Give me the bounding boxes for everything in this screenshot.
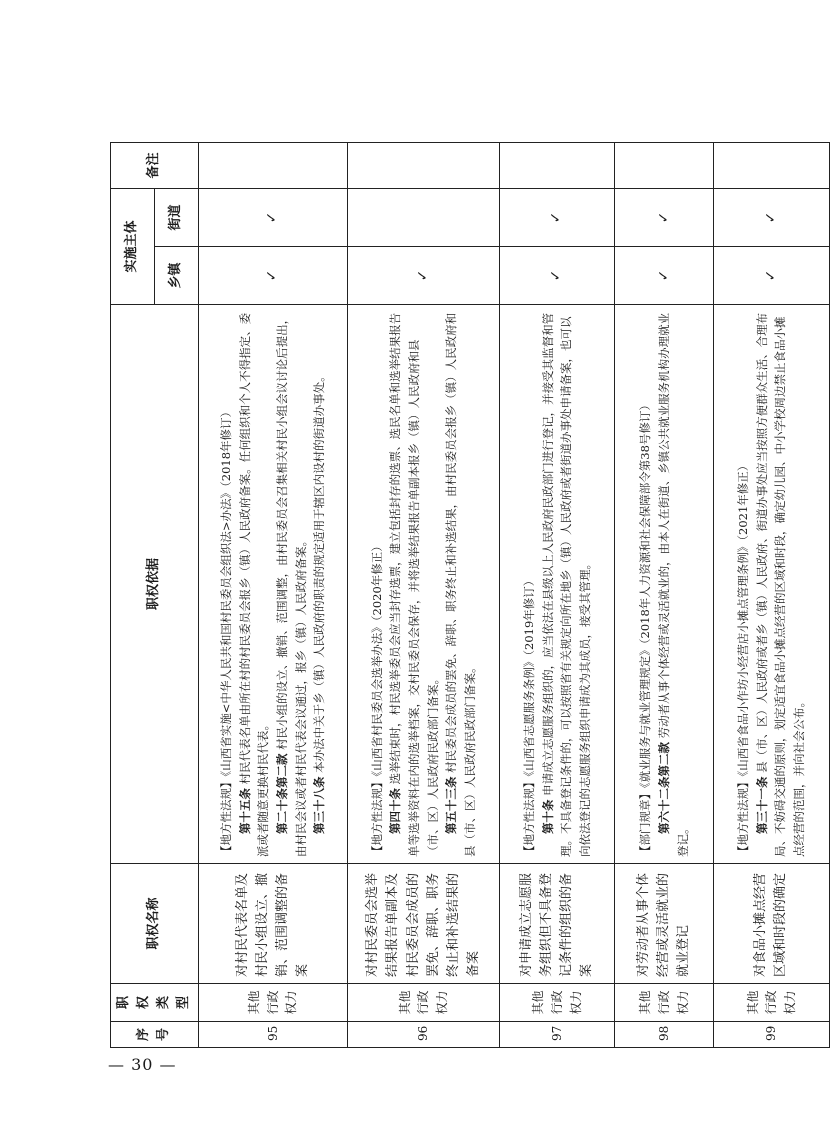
street-check-icon: ✓ <box>615 188 714 246</box>
row-type: 其他行政权力 <box>500 984 615 1022</box>
law-source: 【部门规章】《就业服务与就业管理规定》（2018年人力资源和社会保障部令第38号修订） <box>638 399 653 857</box>
row-type: 其他行政权力 <box>198 984 348 1022</box>
table-row <box>348 142 500 1047</box>
row-seq: 98 <box>615 1022 714 1048</box>
article-text: 村民小组的设立、撤销、范围调整，由村民委员会召集相关村民小组会议讨论后提出，由村民会议或者村民代表会议通过，报乡（镇）人民政府备案。 <box>274 312 308 857</box>
law-source: 【地方性法规】《山西省实施<中华人民共和国村民委员会组织法>办法》（2018年修订） <box>219 405 234 857</box>
law-source: 【地方性法规】《山西省志愿服务条例》（2019年修订） <box>522 574 537 857</box>
article-number: 第五十三条 <box>444 776 459 834</box>
rotated-table-container <box>110 143 807 1048</box>
row-type: 其他行政权力 <box>714 984 829 1022</box>
row-seq: 95 <box>198 1022 348 1048</box>
street-check-icon: ✓ <box>198 188 348 246</box>
article-text: 劳动者从事个体经营或灵活就业的，由本人在街道、乡镇公共就业服务机构办理就业登记。 <box>657 312 690 857</box>
header-town: 乡镇 <box>154 247 198 305</box>
page-number: — 30 — <box>108 1055 177 1074</box>
row-basis <box>198 305 348 864</box>
article-text: 村民代表名单由所在村的村民委员会报乡（镇）人民政府备案。任何组织和个人不得指定、委派或者随意更换村民代表。 <box>237 312 271 857</box>
authority-table <box>110 142 830 1048</box>
article <box>539 311 595 857</box>
row-name: 对村民委员会选举结果报告单副本及村民委员会成员的罢免、辞职、职务终止和补选结果的备案 <box>348 864 500 984</box>
article <box>442 311 479 857</box>
article <box>655 311 692 857</box>
article <box>236 311 273 857</box>
row-seq: 96 <box>348 1022 500 1048</box>
row-remark <box>714 142 829 188</box>
row-basis <box>615 305 714 864</box>
table-row <box>615 142 714 1047</box>
row-seq: 97 <box>500 1022 615 1048</box>
table-row <box>500 142 615 1047</box>
row-basis <box>500 305 615 864</box>
header-subject: 实施主体 <box>111 188 155 304</box>
law-source: 【地方性法规】《山西省村民委员会选举办法》（2020年修正） <box>369 540 384 857</box>
row-type: 其他行政权力 <box>615 984 714 1022</box>
town-check-icon: ✓ <box>615 247 714 305</box>
article-number: 第十五条 <box>237 788 252 834</box>
street-check-icon: ✓ <box>500 188 615 246</box>
row-name: 对劳动者从事个体经营或灵活就业的就业登记 <box>615 864 714 984</box>
article-text: 县（市、区）人民政府或者乡（镇）人民政府、街道办事处应当按照方便群众生活、合理布局、不妨碍交通的原则，划定适宜食品小摊点经营的区域和时段，确定幼儿园、中小学校周边禁止食品小摊点经营的范围，并向社会公布。 <box>754 312 807 857</box>
town-check-icon: ✓ <box>500 247 615 305</box>
article-text: 村民委员会成员的罢免、辞职、职务终止和补选结果，由村民委员会报乡（镇）人民政府和县（市、区）人民政府民政部门备案。 <box>444 312 477 857</box>
table-row <box>714 142 829 1047</box>
article-number: 第三十一条 <box>754 776 769 834</box>
article-number: 第六十二条第二款 <box>657 742 672 834</box>
row-remark <box>500 142 615 188</box>
header-remark: 备注 <box>111 142 199 188</box>
law-source: 【地方性法规】《山西省食品小作坊小经营店小摊点管理条例》（2021年修正） <box>736 459 751 857</box>
street-check-icon: ✓ <box>714 188 829 246</box>
header-basis: 职权依据 <box>111 305 199 864</box>
row-type: 其他行政权力 <box>348 984 500 1022</box>
header-name: 职权名称 <box>111 864 199 984</box>
row-name: 对申请成立志愿服务组织但不具备登记条件的组织的备案 <box>500 864 615 984</box>
article-number: 第二十条第二款 <box>274 753 289 834</box>
article-text: 选举结束时，村民选举委员会应当封存选票，建立包括封存的选票、选民名单和选举结果报告单等选举资料在内的选举档案，交村民委员会保存，并将选举结果报告单副本报乡（镇）人民政府和县（市、区）人民政府民政部门备案。 <box>388 312 440 857</box>
article-text: 本办法中关于乡（镇）人民政府的职责的规定适用于辖区内设村的街道办事处。 <box>312 370 327 773</box>
row-remark <box>198 142 348 188</box>
article-text: 申请成立志愿服务组织的，应当依法在县级以上人民政府民政部门进行登记，并接受其监督和管理。不具备登记条件的，可以按照省有关规定向所在地乡（镇）人民政府或者街道办事处申请备案，也可以向依法登记的志愿服务组织申请成为其成员，接受其管理。 <box>540 312 592 857</box>
row-name: 对食品小摊点经营区域和时段的确定 <box>714 864 829 984</box>
article <box>753 311 809 857</box>
table-row <box>198 142 348 1047</box>
row-basis <box>348 305 500 864</box>
town-check-icon: ✓ <box>714 247 829 305</box>
header-street: 街道 <box>154 188 198 246</box>
article-number: 第十条 <box>540 799 555 834</box>
row-basis <box>714 305 829 864</box>
article <box>273 311 310 857</box>
article-number: 第四十条 <box>388 788 403 834</box>
street-check-icon <box>348 188 500 246</box>
row-name: 对村民代表名单及村民小组设立、撤销、范围调整的备案 <box>198 864 348 984</box>
article-number: 第三十八条 <box>312 776 327 834</box>
row-seq: 99 <box>714 1022 829 1048</box>
article <box>310 311 329 857</box>
town-check-icon: ✓ <box>198 247 348 305</box>
header-type: 职权类型 <box>111 984 199 1022</box>
header-seq: 序号 <box>111 1022 199 1048</box>
town-check-icon: ✓ <box>348 247 500 305</box>
row-remark <box>348 142 500 188</box>
article <box>386 311 442 857</box>
row-remark <box>615 142 714 188</box>
